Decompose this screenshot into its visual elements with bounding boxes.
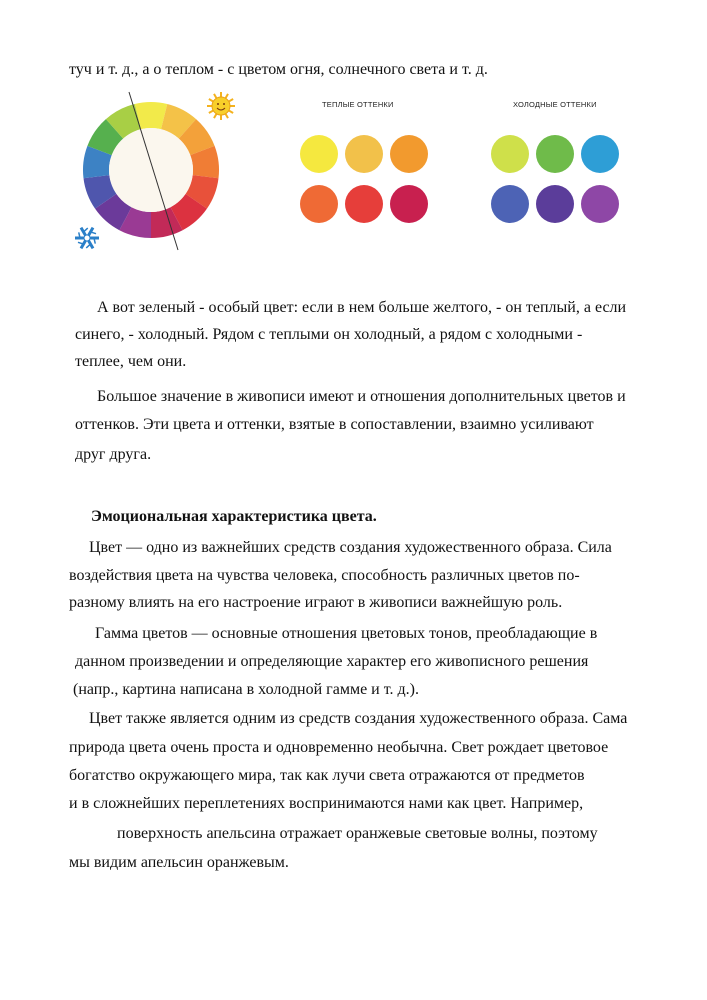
text-line: поверхность апельсина отражает оранжевые световые волны, поэтому <box>117 825 598 842</box>
section-heading: Эмоциональная характеристика цвета. <box>91 508 377 525</box>
cold-shades-title: ХОЛОДНЫЕ ОТТЕНКИ <box>513 100 597 109</box>
text-line: друг друга. <box>75 446 152 463</box>
warm-swatch <box>345 185 383 223</box>
text-line: мы видим апельсин оранжевым. <box>69 854 289 871</box>
text-line: Гамма цветов — основные отношения цветовых тонов, преобладающие в <box>95 625 598 642</box>
text-line: теплее, чем они. <box>75 353 187 370</box>
text-line: Цвет — одно из важнейших средств создания художественного образа. Сила <box>89 539 612 556</box>
text-line: оттенков. Эти цвета и оттенки, взятые в сопоставлении, взаимно усиливают <box>75 416 594 433</box>
snowflake-icon <box>75 228 99 249</box>
text-line: данном произведении и определяющие характер его живописного решения <box>75 653 589 670</box>
warm-swatch <box>300 135 338 173</box>
warm-swatch <box>390 135 428 173</box>
wheel-center <box>109 128 193 212</box>
warm-shades-title: ТЕПЛЫЕ ОТТЕНКИ <box>322 100 394 109</box>
cold-swatch <box>581 135 619 173</box>
text-line: туч и т. д., а о теплом - с цветом огня, солнечного света и т. д. <box>69 61 488 78</box>
text-line: Цвет также является одним из средств создания художественного образа. Сама <box>89 710 628 727</box>
cold-swatch <box>581 185 619 223</box>
text-line: Большое значение в живописи имеют и отношения дополнительных цветов и <box>97 388 626 405</box>
text-line: богатство окружающего мира, так как лучи света отражаются от предметов <box>69 767 585 784</box>
text-line: воздействия цвета на чувства человека, способность различных цветов по- <box>69 567 580 584</box>
text-line: разному влиять на его настроение играют в живописи важнейшую роль. <box>69 594 563 611</box>
warm-swatch <box>345 135 383 173</box>
text-line: (напр., картина написана в холодной гамме и т. д.). <box>73 681 419 698</box>
warm-swatch <box>300 185 338 223</box>
text-line: синего, - холодный. Рядом с теплыми он холодный, а рядом с холодными - <box>75 326 583 343</box>
warm-swatch <box>390 185 428 223</box>
cold-swatch <box>491 135 529 173</box>
sun-icon <box>207 92 235 120</box>
cold-swatch <box>536 135 574 173</box>
text-line: природа цвета очень проста и одновременно необычна. Свет рождает цветовое <box>69 739 609 756</box>
cold-swatch <box>536 185 574 223</box>
text-line: А вот зеленый - особый цвет: если в нем больше желтого, - он теплый, а если <box>97 299 627 316</box>
cold-swatch <box>491 185 529 223</box>
text-line: и в сложнейших переплетениях воспринимаются нами как цвет. Например, <box>69 795 584 812</box>
color-wheel <box>66 88 236 263</box>
